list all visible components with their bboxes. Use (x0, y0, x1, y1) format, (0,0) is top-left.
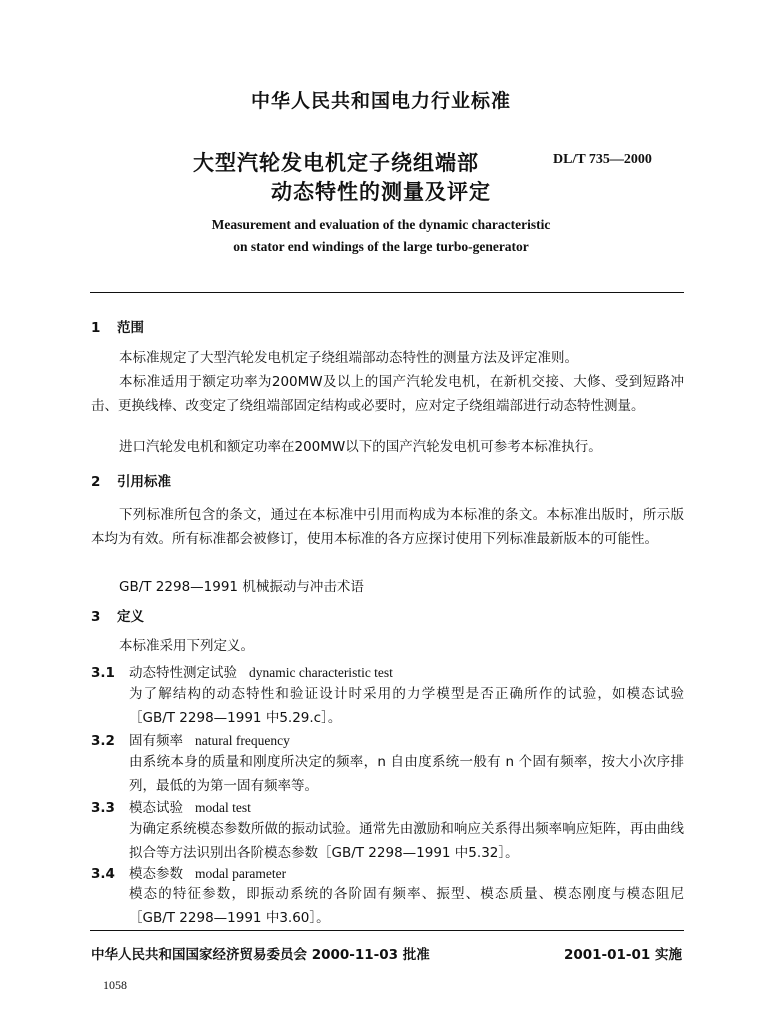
english-title-line2: on stator end windings of the large turbo-generator (233, 239, 529, 254)
definition-term: 动态特性测定试验 (129, 665, 237, 681)
section-title: 范围 (117, 320, 144, 336)
section-title: 引用标准 (117, 474, 171, 490)
paragraph: 下列标准所包含的条文，通过在本标准中引用而构成为本标准的条文。本标准出版时，所示版本均为有效。所有标准都会被修订，使用本标准的各方应探讨使用下列标准最新版本的可能性。 (91, 507, 684, 547)
section-2-heading (91, 470, 171, 490)
definition-term: 固有频率 (129, 733, 183, 749)
section-1-heading (91, 316, 144, 336)
paragraph: 本标准采用下列定义。 (119, 638, 254, 654)
definition-3-1-heading: 3.1 动态特性测定试验 dynamic characteristic test (91, 665, 393, 681)
standard-category-heading: 中华人民共和国电力行业标准 (250, 90, 511, 112)
definition-3-3-heading: 3.3 模态试验 modal test (91, 800, 251, 816)
paragraph: 本标准规定了大型汽轮发电机定子绕组端部动态特性的测量方法及评定准则。 (119, 350, 578, 366)
definition-term: 模态试验 (129, 800, 183, 816)
bottom-divider (90, 930, 684, 931)
effective-date: 2001-01-01 实施 (563, 947, 682, 963)
reference-standard: GB/T 2298—1991 机械振动与冲击术语 (119, 579, 364, 595)
definition-body: 由系统本身的质量和刚度所决定的频率，n 自由度系统一般有 n 个固有频率，按大小次序排列，最低的为第一固有频率等。 (129, 754, 684, 794)
definition-term-en: dynamic characteristic test (249, 665, 393, 680)
definition-term-en: modal test (195, 800, 251, 815)
paragraph: 进口汽轮发电机和额定功率在200MW以下的国产汽轮发电机可参考本标准执行。 (119, 439, 602, 455)
approval-statement: 中华人民共和国国家经济贸易委员会 2000-11-03 批准 (91, 947, 430, 963)
section-number: 2 (91, 474, 101, 490)
paragraph: 本标准适用于额定功率为200MW及以上的国产汽轮发电机，在新机交接、大修、受到短路冲击、更换线棒、改变定了绕组端部固定结构或必要时，应对定子绕组端部进行动态特性测量。 (91, 374, 684, 414)
top-divider (90, 292, 684, 293)
document-title-line2: 动态特性的测量及评定 (271, 180, 491, 204)
definition-body: 为确定系统模态参数所做的振动试验。通常先由激励和响应关系得出频率响应矩阵，再由曲线拟合等方法识别出各阶模态参数［GB/T 2298—1991 中5.32］。 (129, 821, 684, 861)
section-number: 3 (91, 609, 101, 625)
section-3-heading (91, 605, 144, 625)
document-title-line1: 大型汽轮发电机定子绕组端部 (193, 151, 479, 175)
section-title: 定义 (117, 609, 144, 625)
definition-3-4-heading: 3.4 模态参数 modal parameter (91, 866, 287, 882)
definition-body: 模态的特征参数，即振动系统的各阶固有频率、振型、模态质量、模态刚度与模态阻尼［GB/T 2298—1991 中3.60］。 (129, 886, 684, 926)
page-number: 1058 (103, 978, 127, 992)
definition-3-2-heading: 3.2 固有频率 natural frequency (91, 733, 290, 749)
standard-code: DL/T 735—2000 (553, 152, 652, 167)
definition-term: 模态参数 (129, 866, 183, 882)
english-title-line1: Measurement and evaluation of the dynamic characteristic (211, 217, 551, 232)
definition-term-en: natural frequency (195, 733, 290, 748)
definition-body: 为了解结构的动态特性和验证设计时采用的力学模型是否正确所作的试验，如模态试验［GB/T 2298—1991 中5.29.c］。 (129, 686, 684, 726)
definition-term-en: modal parameter (195, 866, 287, 881)
section-number: 1 (91, 320, 101, 336)
